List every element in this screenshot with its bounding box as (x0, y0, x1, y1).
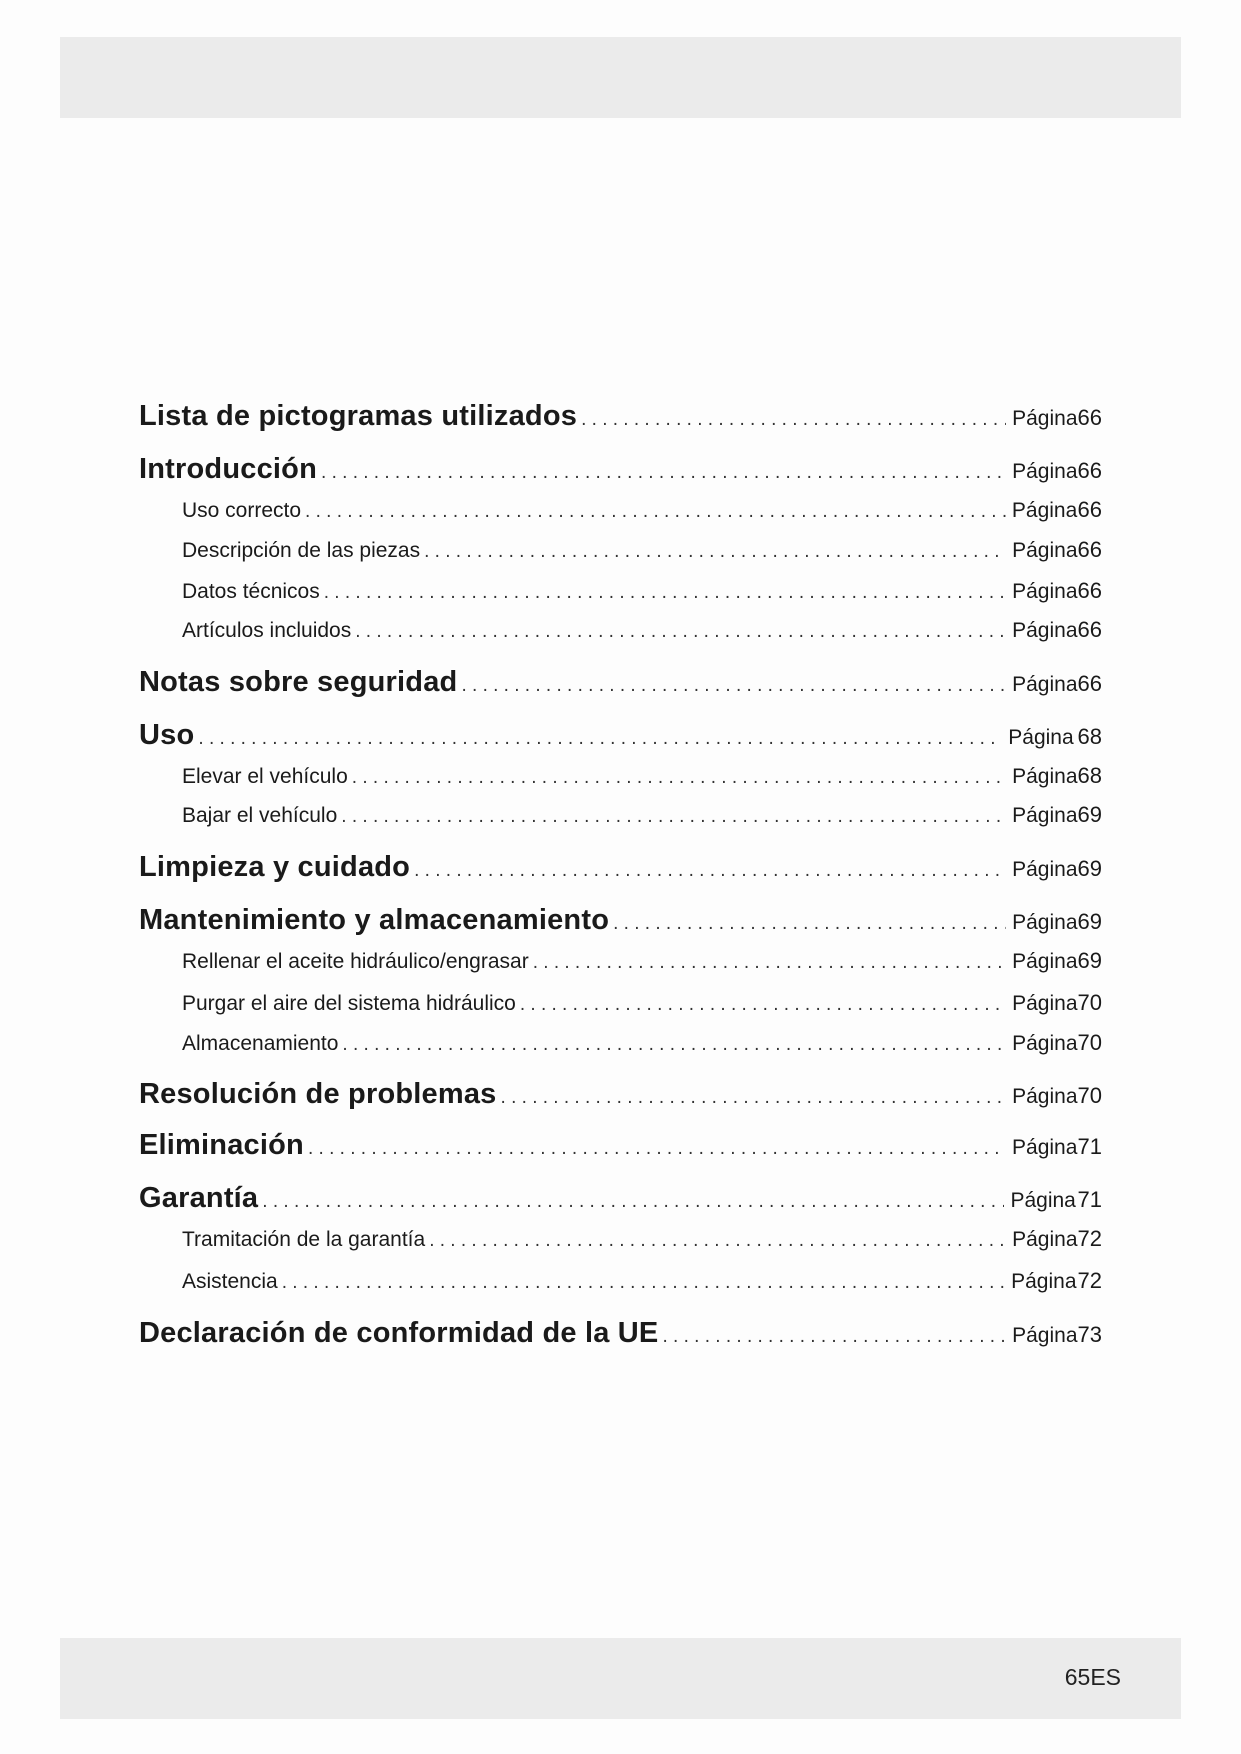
page-number: 72 (1077, 1268, 1102, 1293)
page-number: 66 (1077, 537, 1102, 562)
dot-leader (581, 409, 1006, 431)
page-label: Página (1012, 1324, 1078, 1347)
toc-entry[interactable] (139, 1182, 1102, 1215)
toc-entry-title: Descripción de las piezas (182, 539, 421, 562)
page-label: Página (1012, 1032, 1078, 1055)
toc-entry-title: Introducción (139, 453, 318, 485)
page-number: 68 (1077, 724, 1102, 749)
page-label: Página (1012, 580, 1078, 603)
page-label: Página (1012, 911, 1078, 934)
dot-leader (520, 994, 1006, 1016)
page-number: 66 (1077, 617, 1102, 642)
page-label: Página (1012, 673, 1078, 696)
page-number: 69 (1077, 948, 1102, 973)
page-label: Página (1012, 950, 1078, 973)
page-number: 72 (1077, 1226, 1102, 1251)
dot-leader (429, 1230, 1006, 1252)
page-number: 70 (1077, 990, 1102, 1015)
toc-entry-title: Declaración de conformidad de la UE (139, 1317, 659, 1349)
page-label: Página (1011, 1270, 1077, 1293)
page-number: 71 (1077, 1134, 1102, 1159)
dot-leader (198, 728, 1002, 750)
toc-entry[interactable] (139, 400, 1102, 433)
page-number: 66 (1077, 458, 1102, 483)
toc-entry-title: Mantenimiento y almacenamiento (139, 904, 610, 936)
toc-entry-title: Elevar el vehículo (182, 765, 348, 788)
page-label: Página (1012, 1228, 1078, 1251)
toc-entry[interactable] (139, 666, 1102, 699)
dot-leader (305, 501, 1006, 523)
dot-leader (461, 675, 1006, 697)
page-label: Página (1012, 1085, 1078, 1108)
dot-leader (352, 767, 1006, 789)
footer-band (60, 1638, 1181, 1719)
dot-leader (613, 913, 1006, 935)
header-band (60, 37, 1181, 118)
toc-subentry[interactable] (139, 497, 1102, 523)
toc-entry-title: Datos técnicos (182, 580, 320, 603)
toc-entry-title: Asistencia (182, 1270, 278, 1293)
page-number: 66 (1077, 405, 1102, 430)
page-number: 66 (1077, 578, 1102, 603)
page-label: Página (1012, 619, 1078, 642)
toc-subentry[interactable] (139, 763, 1102, 789)
toc-entry-title: Notas sobre seguridad (139, 666, 458, 698)
toc-entry-title: Lista de pictogramas utilizados (139, 400, 578, 432)
toc-entry-title: Purgar el aire del sistema hidráulico (182, 992, 516, 1015)
toc-subentry[interactable] (139, 948, 1102, 974)
toc-entry[interactable] (139, 904, 1102, 937)
page-label: Página (1008, 726, 1074, 749)
toc-entry-title: Artículos incluidos (182, 619, 352, 642)
dot-leader (321, 462, 1006, 484)
page-label: Página (1012, 1136, 1078, 1159)
toc-subentry[interactable] (139, 578, 1102, 604)
toc-entry[interactable] (139, 1129, 1102, 1162)
dot-leader (501, 1087, 1007, 1109)
toc-entry-title: Rellenar el aceite hidráulico/engrasar (182, 950, 529, 973)
toc-entry[interactable] (139, 1317, 1102, 1350)
toc-subentry[interactable] (139, 990, 1102, 1016)
toc-entry-title: Almacenamiento (182, 1032, 339, 1055)
dot-leader (355, 621, 1006, 643)
page-number: 69 (1077, 802, 1102, 827)
page-number: 71 (1077, 1187, 1102, 1212)
page-label: Página (1011, 499, 1078, 522)
toc-entry-title: Limpieza y cuidado (139, 851, 411, 883)
footer-page-number: 65ES (1064, 1664, 1121, 1690)
page-number: 69 (1077, 909, 1102, 934)
toc-subentry[interactable] (139, 537, 1102, 563)
toc-entry-title: Garantía (139, 1182, 259, 1214)
toc-subentry[interactable] (139, 1226, 1102, 1252)
dot-leader (282, 1272, 1005, 1294)
toc-entry-title: Bajar el vehículo (182, 804, 338, 827)
page-label: Página (1012, 992, 1078, 1015)
page-number: 70 (1077, 1030, 1102, 1055)
dot-leader (662, 1326, 1006, 1348)
page-label: Página (1012, 858, 1078, 881)
page-number: 66 (1077, 497, 1102, 522)
dot-leader (424, 541, 1006, 563)
toc-entry[interactable] (139, 719, 1102, 752)
toc-entry-title: Resolución de problemas (139, 1078, 497, 1110)
page-number: 66 (1077, 671, 1102, 696)
dot-leader (533, 952, 1006, 974)
toc-entry-title: Uso (139, 719, 195, 751)
toc-entry[interactable] (139, 851, 1102, 884)
page-label: Página (1010, 1189, 1076, 1212)
page-label: Página (1012, 460, 1078, 483)
toc-subentry[interactable] (139, 1030, 1102, 1056)
page-number: 68 (1077, 763, 1102, 788)
toc-entry[interactable] (139, 1078, 1102, 1111)
dot-leader (308, 1138, 1006, 1160)
dot-leader (262, 1191, 1004, 1213)
toc-subentry[interactable] (139, 802, 1102, 828)
page-label: Página (1012, 804, 1078, 827)
page-number: 70 (1077, 1083, 1102, 1108)
page-label: Página (1012, 539, 1078, 562)
dot-leader (414, 860, 1006, 882)
page-label: Página (1012, 765, 1078, 788)
page-number: 73 (1077, 1322, 1102, 1347)
toc-entry-title: Tramitación de la garantía (182, 1228, 426, 1251)
page-label: Página (1012, 407, 1078, 430)
toc-entry-title: Eliminación (139, 1129, 304, 1161)
toc-subentry[interactable] (139, 1268, 1102, 1294)
dot-leader (324, 582, 1006, 604)
toc-entry[interactable] (139, 453, 1102, 486)
dot-leader (342, 1034, 1006, 1056)
dot-leader (341, 806, 1006, 828)
page-number: 69 (1077, 856, 1102, 881)
toc-subentry[interactable] (139, 617, 1102, 643)
toc-entry-title: Uso correcto (182, 499, 302, 522)
